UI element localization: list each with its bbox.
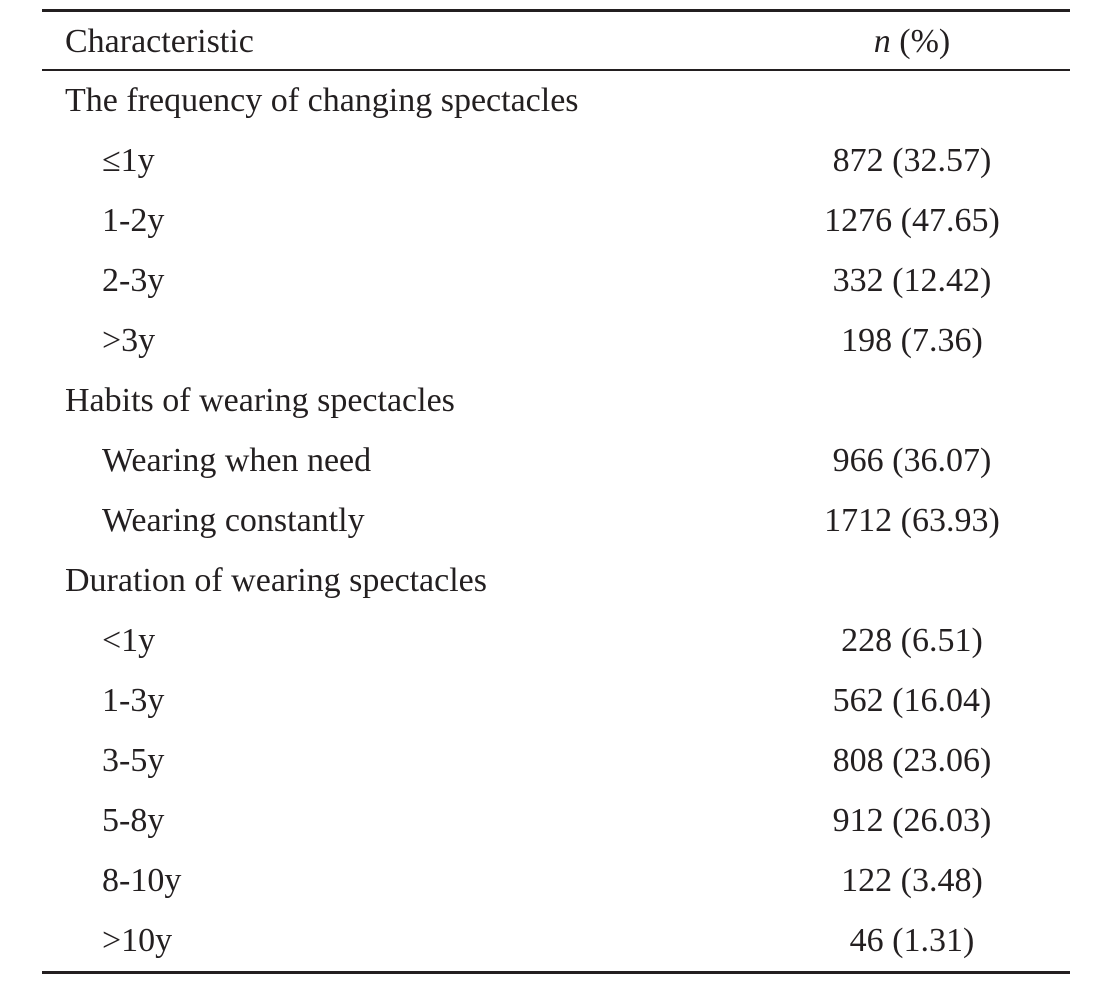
row-value: 562 (16.04) [832,682,992,719]
row-label: 5-8y [102,802,165,839]
group-title: Duration of wearing spectacles [65,562,487,599]
data-table [42,9,1070,974]
table-row [42,731,1070,791]
table-row [42,911,1070,971]
table-row [42,671,1070,731]
header-percent: (%) [890,23,951,60]
row-value: 966 (36.07) [832,442,992,479]
row-value: 122 (3.48) [841,862,983,899]
row-label: Wearing constantly [102,502,365,539]
row-label: >3y [102,322,156,359]
table-row [42,131,1070,191]
group-title: The frequency of changing spectacles [65,82,579,119]
row-label: 1-2y [102,202,165,239]
header-n-percent [662,12,1111,72]
row-value: 1276 (47.65) [824,202,1000,239]
row-value: 198 (7.36) [841,322,983,359]
group-title-row [42,71,1070,131]
row-value: 46 (1.31) [849,922,975,959]
group-title-row [42,551,1070,611]
header-n: n [873,23,891,60]
table-row [42,851,1070,911]
row-label: 8-10y [102,862,182,899]
row-label: >10y [102,922,173,959]
row-value: 332 (12.42) [832,262,992,299]
row-label: <1y [102,622,156,659]
row-label: ≤1y [102,142,155,179]
table-row [42,491,1070,551]
row-label: 3-5y [102,742,165,779]
table-row [42,431,1070,491]
row-label: 2-3y [102,262,165,299]
row-value: 912 (26.03) [832,802,992,839]
table-row [42,311,1070,371]
row-value: 1712 (63.93) [824,502,1000,539]
group-title-row [42,371,1070,431]
header-characteristic: Characteristic [65,23,254,60]
table-row [42,611,1070,671]
row-value: 872 (32.57) [832,142,992,179]
row-label: Wearing when need [102,442,372,479]
row-value: 808 (23.06) [832,742,992,779]
table-header-row [42,12,1070,69]
table-row [42,791,1070,851]
table-row [42,191,1070,251]
table-bottom-rule [42,971,1070,974]
table-row [42,251,1070,311]
row-label: 1-3y [102,682,165,719]
row-value: 228 (6.51) [841,622,983,659]
group-title: Habits of wearing spectacles [65,382,455,419]
